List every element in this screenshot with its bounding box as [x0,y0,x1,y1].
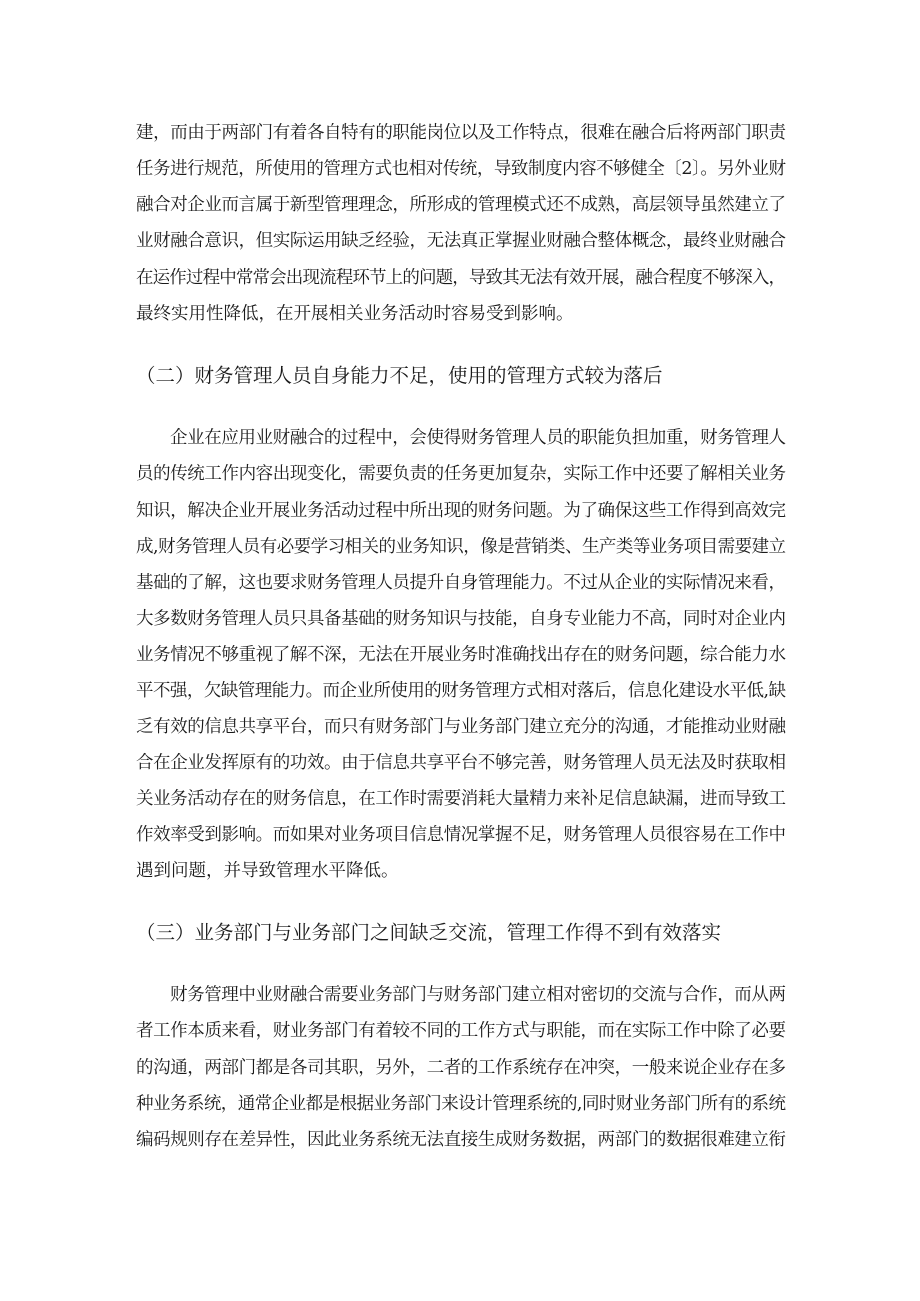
paragraph-line: 作效率受到影响。而如果对业务项目信息情况掌握不足，财务管理人员很容易在工作中 [136,825,786,845]
paragraph-line: 者工作本质来看，财业务部门有着较不同的工作方式与职能，而在实际工作中除了必要 [136,1021,786,1041]
paragraph-line: 合在企业发挥原有的功效。由于信息共享平台不够完善，财务管理人员无法及时获取相 [136,753,786,773]
paragraph-line: 大多数财务管理人员只具备基础的财务知识与技能，自身专业能力不高，同时对企业内 [136,609,786,629]
paragraph-line: 平不强，欠缺管理能力。而企业所使用的财务管理方式相对落后，信息化建设水平低,缺 [136,681,786,701]
section-heading-3: （三）业务部门与业务部门之间缺乏交流，管理工作得不到有效落实 [136,921,722,944]
paragraph-line: 的沟通，两部门都是各司其职，另外，二者的工作系统存在冲突，一般来说企业存在多 [136,1058,786,1078]
paragraph-line: 乏有效的信息共享平台，而只有财务部门与业务部门建立充分的沟通，才能推动业财融 [136,717,786,737]
paragraph-line: 业财融合意识，但实际运用缺乏经验，无法真正掌握业财融合整体概念，最终业财融合 [136,231,786,251]
paragraph-line: 企业在应用业财融合的过程中，会使得财务管理人员的职能负担加重，财务管理人 [170,428,786,448]
paragraph-line: 最终实用性降低，在开展相关业务活动时容易受到影响。 [136,304,574,324]
paragraph-line: 业务情况不够重视了解不深，无法在开展业务时准确找出存在的财务问题，综合能力水 [136,645,786,665]
paragraph-line: 遇到问题，并导致管理水平降低。 [136,861,399,881]
paragraph-line: 财务管理中业财融合需要业务部门与财务部门建立相对密切的交流与合作，而从两 [170,985,786,1005]
paragraph-line: 融合对企业而言属于新型管理理念，所形成的管理模式还不成熟，高层领导虽然建立了 [136,195,786,215]
paragraph-line: 关业务活动存在的财务信息，在工作时需要消耗大量精力来补足信息缺漏，进而导致工 [136,789,786,809]
section-heading-2: （二）财务管理人员自身能力不足，使用的管理方式较为落后 [136,364,663,387]
paragraph-line: 种业务系统，通常企业都是根据业务部门来设计管理系统的,同时财业务部门所有的系统 [136,1094,786,1114]
paragraph-line: 基础的了解，这也要求财务管理人员提升自身管理能力。不过从企业的实际情况来看， [136,573,786,593]
paragraph-line: 员的传统工作内容出现变化，需要负责的任务更加复杂，实际工作中还要了解相关业务 [136,464,786,484]
paragraph-line: 在运作过程中常常会出现流程环节上的问题，导致其无法有效开展，融合程度不够深入， [136,268,786,288]
paragraph-line: 编码规则存在差异性，因此业务系统无法直接生成财务数据，两部门的数据很难建立衔 [136,1130,786,1150]
paragraph-line: 任务进行规范，所使用的管理方式也相对传统，导致制度内容不够健全〔2〕。另外业财 [136,159,786,179]
paragraph-line: 建，而由于两部门有着各自特有的职能岗位以及工作特点，很难在融合后将两部门职责 [136,123,786,143]
paragraph-line: 成,财务管理人员有必要学习相关的业务知识，像是营销类、生产类等业务项目需要建立 [136,537,786,557]
paragraph-line: 知识，解决企业开展业务活动过程中所出现的财务问题。为了确保这些工作得到高效完 [136,501,786,521]
